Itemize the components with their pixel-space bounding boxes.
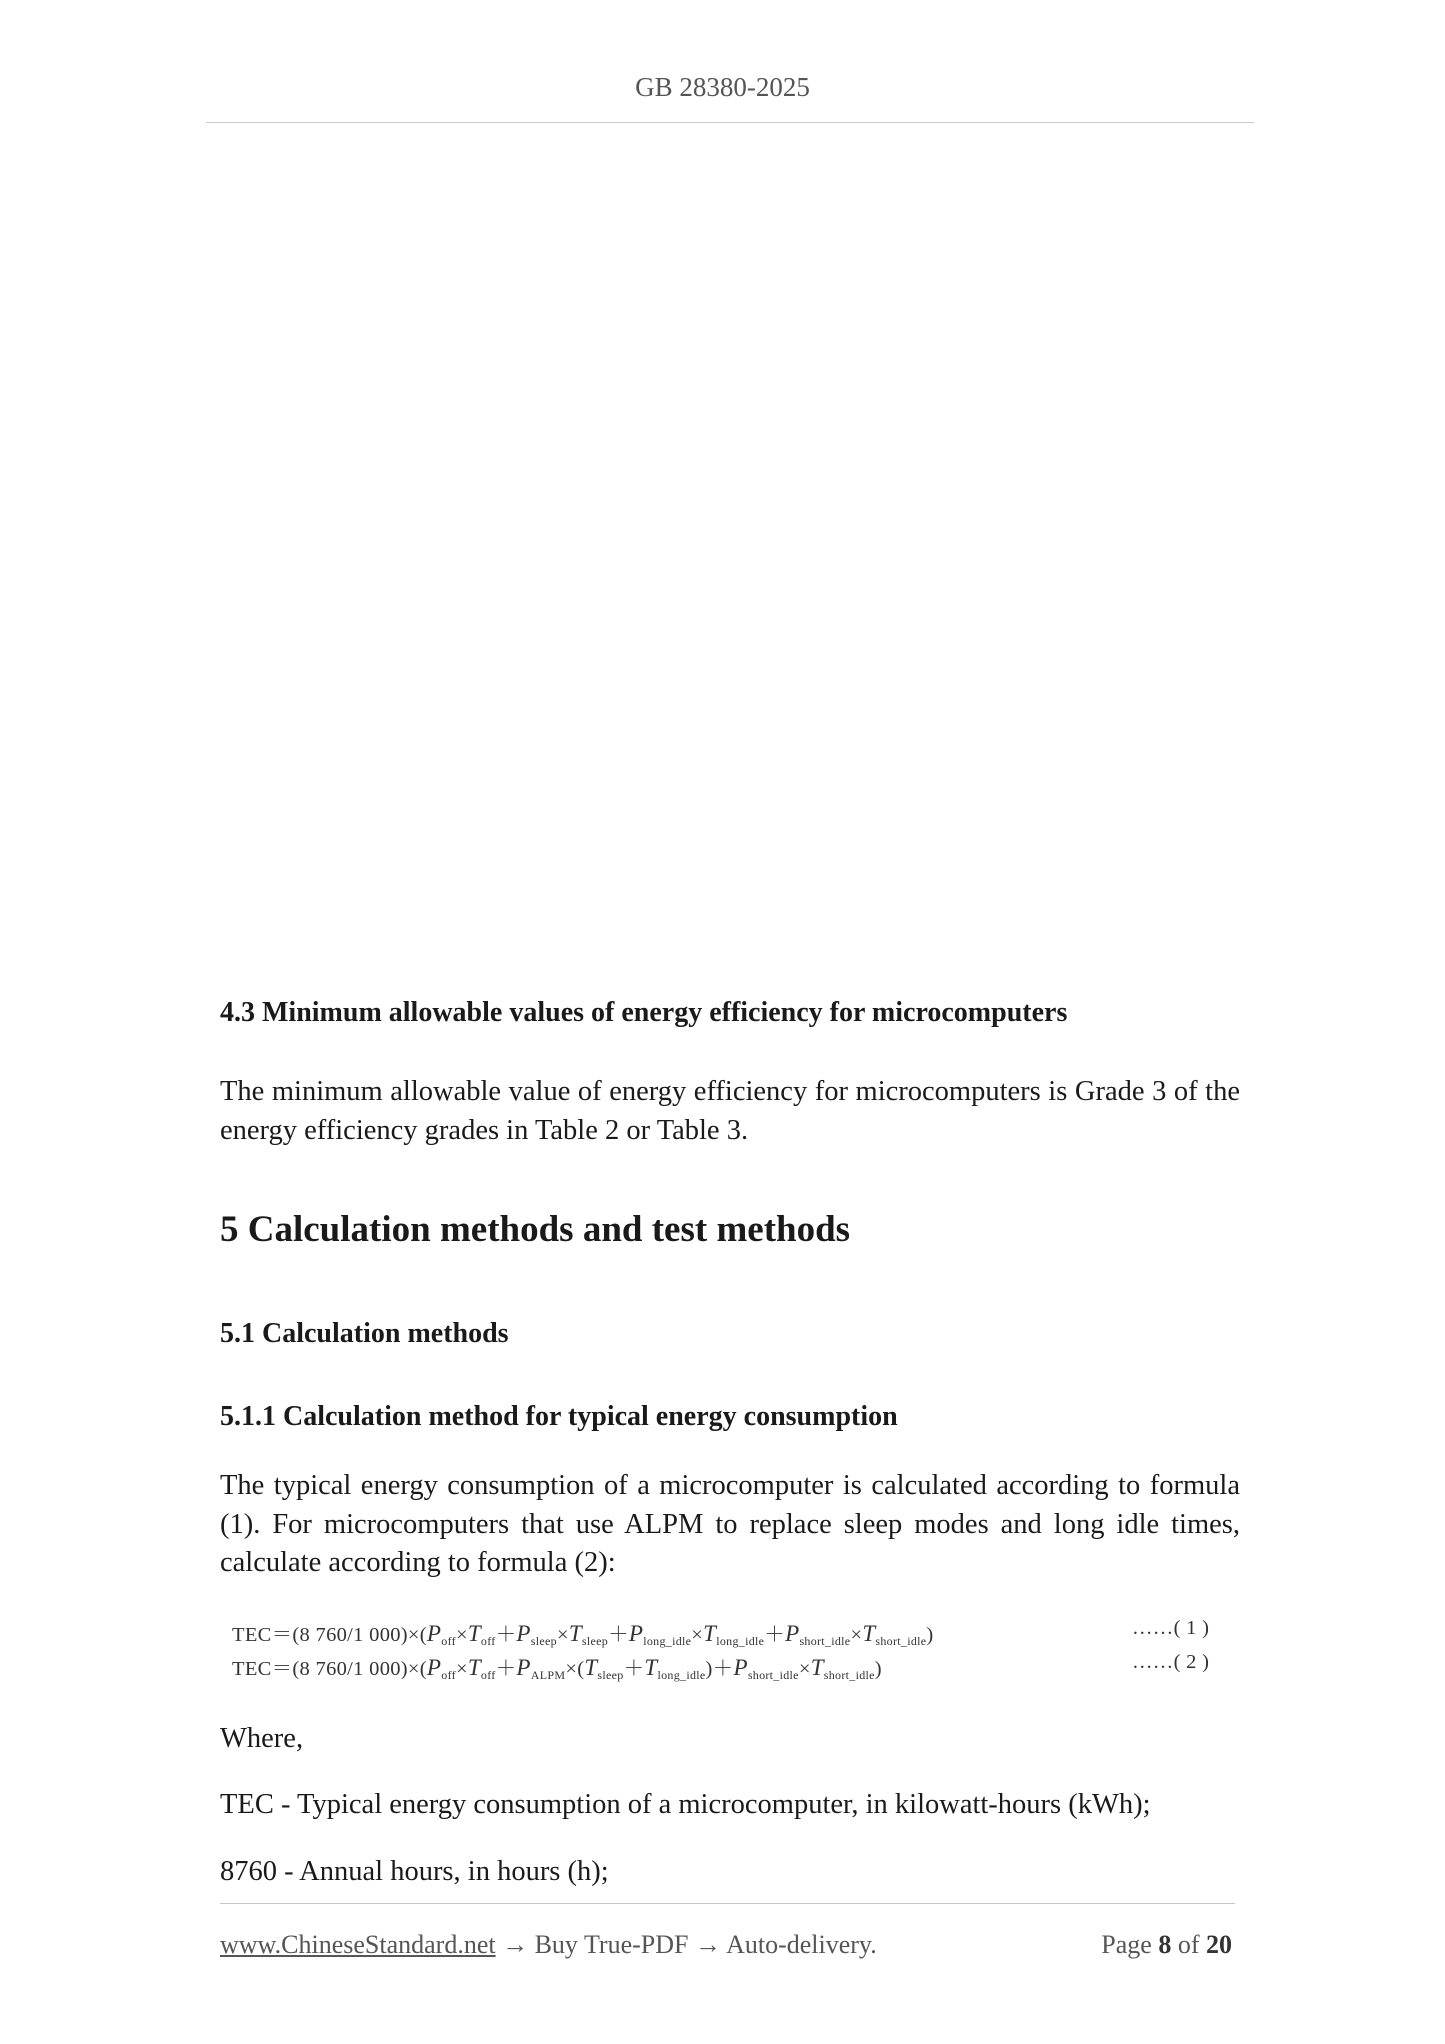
section-5-heading: 5 Calculation methods and test methods: [220, 1209, 851, 1250]
page-footer: [220, 1930, 1232, 1960]
page-label: Page: [1101, 1930, 1152, 1959]
website-link[interactable]: www.ChineseStandard.net: [220, 1930, 496, 1959]
formula-1-lhs: TEC＝(8 760/1 000)×(: [232, 1624, 427, 1646]
formula-1-number: ……( 1 ): [1132, 1617, 1210, 1639]
formula-block: [232, 1617, 1232, 1685]
auto-delivery-text: Auto-delivery.: [726, 1930, 877, 1959]
page-number: 8: [1158, 1930, 1172, 1959]
where-label: Where,: [220, 1723, 304, 1754]
formula-2-lhs: TEC＝(8 760/1 000)×(: [232, 1658, 427, 1680]
arrow-right-icon: →: [502, 1930, 529, 1959]
of-label: of: [1177, 1930, 1200, 1959]
document-header-title: GB 28380-2025: [635, 72, 810, 102]
page-total: 20: [1206, 1930, 1232, 1959]
section-4-3-heading: 4.3 Minimum allowable values of energy efficiency for microcomputers: [220, 997, 1068, 1028]
section-4-3-paragraph: The minimum allowable value of energy efficiency for microcomputers is Grade 3 of the energy efficiency grades in Table 2 or Table 3.: [220, 1076, 1240, 1146]
definition-tec: TEC - Typical energy consumption of a microcomputer, in kilowatt-hours (kWh);: [220, 1789, 1151, 1820]
formula-1: [232, 1617, 1232, 1651]
page-indicator: [1101, 1930, 1232, 1960]
formula-2: [232, 1651, 1232, 1685]
header-divider: [206, 122, 1254, 123]
footer-divider: [220, 1903, 1235, 1904]
arrow-right-icon: →: [695, 1930, 721, 1959]
formula-2-number: ……( 2 ): [1132, 1651, 1210, 1673]
section-5-1-1-paragraph: The typical energy consumption of a microcomputer is calculated according to formula (1). For microcomputers that use ALPM to replace sleep modes and long idle times, calculate according to formula (2):: [220, 1470, 1240, 1578]
section-5-1-1-heading: 5.1.1 Calculation method for typical energy consumption: [220, 1401, 898, 1432]
section-5-1-heading: 5.1 Calculation methods: [220, 1318, 509, 1349]
formula-2-expression: TEC＝(8 760/1 $000)\times(P_{off}\times T_{off}+P_{ALPM}\times(T_{sleep}+T_{long\_idle})+P_{short\_idle}\times T_{short\_idle})$: [232, 1655, 882, 1682]
formula-1-expression: TEC＝(8 760/1 $000)\times(P_{off}\times T_{off}+P_{sleep}\times T_{sleep}+P_{long\_idle}\times T_{long\_idle}+P_{short\_idle}\times T_{short\_idle})$: [232, 1621, 934, 1648]
definition-8760: 8760 - Annual hours, in hours (h);: [220, 1856, 609, 1887]
buy-true-pdf-text: Buy True-PDF: [534, 1930, 689, 1959]
